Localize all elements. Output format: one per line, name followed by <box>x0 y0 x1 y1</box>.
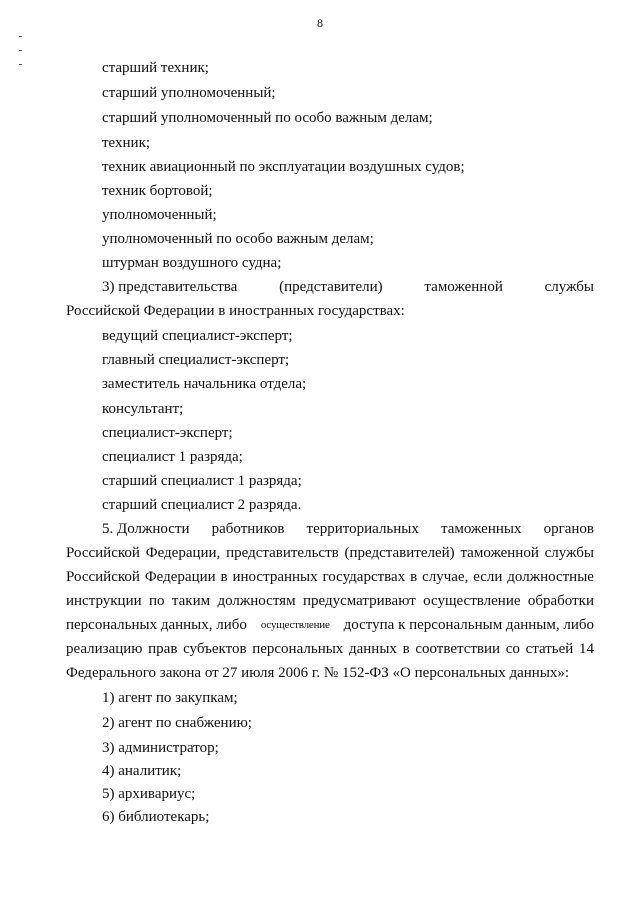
word: 5. Должности <box>102 521 190 537</box>
word: статьей <box>525 641 574 657</box>
word: по <box>149 593 165 609</box>
list-item: техник бортовой; <box>102 183 213 199</box>
word: в <box>220 569 228 585</box>
word: случае, <box>422 569 469 585</box>
word: таможенной <box>424 279 503 295</box>
line5-after: доступа к персональным данным, либо <box>343 617 594 633</box>
para5-line2 <box>66 544 594 562</box>
word: работников <box>211 521 285 537</box>
word: представительств <box>226 545 339 561</box>
para5-line5 <box>66 616 594 634</box>
list-item: 2) агент по снабжению; <box>102 715 252 731</box>
word: государствах <box>322 569 406 585</box>
list-item: уполномоченный; <box>102 207 217 223</box>
list-item: специалист 1 разряда; <box>102 449 243 465</box>
word: соответствии <box>415 641 501 657</box>
list-item: старший специалист 1 разряда; <box>102 473 302 489</box>
word: таким <box>171 593 211 609</box>
list-item: консультант; <box>102 401 184 417</box>
para5-line1 <box>102 520 594 538</box>
word: инструкции <box>66 593 142 609</box>
word: службы <box>544 545 594 561</box>
word: таможенных <box>440 521 522 537</box>
word: осуществление <box>423 593 521 609</box>
word: субъектов <box>183 641 247 657</box>
list-item: 4) аналитик; <box>102 763 182 779</box>
list-item: старший уполномоченный; <box>102 85 276 101</box>
word: должностные <box>507 569 594 585</box>
word: со <box>505 641 520 657</box>
margin-marks <box>19 36 25 76</box>
item3-line1 <box>102 278 594 296</box>
para5-line6 <box>66 640 594 658</box>
list-item: главный специалист-эксперт; <box>102 352 290 368</box>
word: персональных <box>252 641 344 657</box>
list-item: старший специалист 2 разряда. <box>102 497 302 513</box>
word: Российской <box>66 569 140 585</box>
list-item: специалист-эксперт; <box>102 425 233 441</box>
word: обработки <box>527 593 594 609</box>
list-item: 1) агент по закупкам; <box>102 690 238 706</box>
page-number: 8 <box>317 16 323 30</box>
word: (представителей) <box>344 545 455 561</box>
line5-before: персональных данных, либо <box>66 617 247 633</box>
word: органов <box>543 521 594 537</box>
word: Федерации, <box>145 545 221 561</box>
word: (представители) <box>279 279 383 295</box>
list-item: штурман воздушного судна; <box>102 255 282 271</box>
word: реализацию <box>66 641 143 657</box>
list-item: старший техник; <box>102 60 209 76</box>
word: в <box>410 569 418 585</box>
list-item: старший уполномоченный по особо важным делам; <box>102 110 433 126</box>
word: данных <box>348 641 397 657</box>
list-item: техник авиационный по эксплуатации воздушных судов; <box>102 159 465 175</box>
handwritten-insert: осуществление <box>260 619 330 631</box>
word: в <box>402 641 410 657</box>
list-item: заместитель начальника отдела; <box>102 376 307 392</box>
para5-line7: Федерального закона от 27 июля 2006 г. № 152-ФЗ «О персональных данных»: <box>66 665 570 681</box>
para5-line4 <box>66 592 594 610</box>
word: прав <box>148 641 178 657</box>
word: предусматривают <box>302 593 416 609</box>
word: Российской <box>66 545 140 561</box>
list-item: техник; <box>102 135 151 151</box>
word: таможенной <box>460 545 539 561</box>
item3-line2: Российской Федерации в иностранных государствах: <box>66 303 405 319</box>
word: службы <box>544 279 594 295</box>
word: иностранных <box>232 569 318 585</box>
word: если <box>473 569 503 585</box>
word: Федерации <box>144 569 216 585</box>
word: территориальных <box>306 521 419 537</box>
list-item: уполномоченный по особо важным делам; <box>102 231 374 247</box>
list-item: 3) администратор; <box>102 740 219 756</box>
word: 14 <box>578 641 594 657</box>
list-item: ведущий специалист-эксперт; <box>102 328 293 344</box>
list-item: 5) архивариус; <box>102 786 196 802</box>
para5-line3 <box>66 568 594 586</box>
word: должностям <box>217 593 296 609</box>
word: 3) представительства <box>102 279 238 295</box>
list-item: 6) библиотекарь; <box>102 809 210 825</box>
